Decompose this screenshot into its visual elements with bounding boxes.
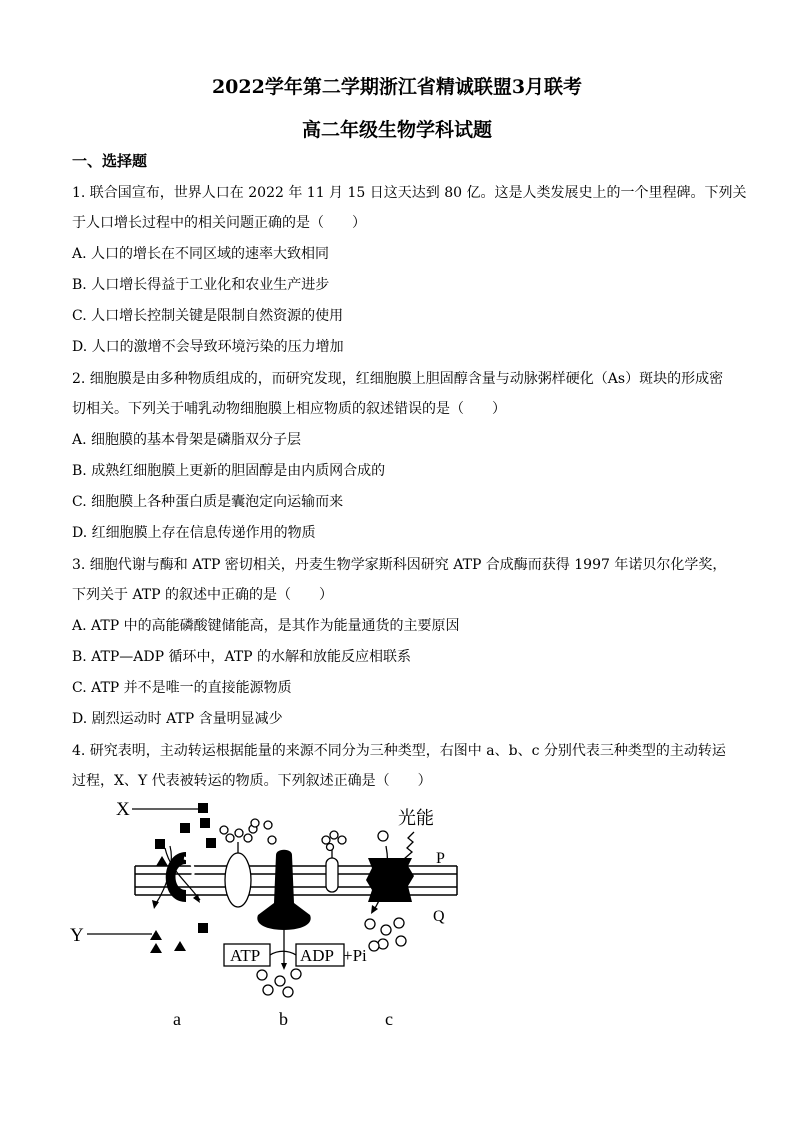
q3-stem-line1: 3. 细胞代谢与酶和 ATP 密切相关，丹麦生物学家斯科因研究 ATP 合成酶而获得 1997 年诺贝尔化学奖，: [72, 557, 727, 573]
q2-option-b: B. 成熟红细胞膜上更新的胆固醇是由内质网合成的: [72, 463, 386, 479]
label-c: c: [385, 1009, 393, 1029]
x-molecules: [155, 803, 216, 933]
exam-title: 2022学年第二学期浙江省精诚联盟3月联考: [211, 76, 583, 98]
label-a: a: [173, 1009, 181, 1029]
q4-stem-line2: 过程，X、Y 代表被转运的物质。下列叙述正确是（ ）: [72, 773, 432, 789]
b-released-molecules: [257, 969, 301, 997]
label-atp: ATP: [230, 946, 261, 965]
label-b: b: [279, 1009, 288, 1029]
q1-option-b: B. 人口增长得益于工业化和农业生产进步: [72, 277, 330, 293]
c-released-molecules: [365, 918, 406, 951]
q3-option-c: C. ATP 并不是唯一的直接能源物质: [72, 680, 292, 696]
q3-option-d: D. 剧烈运动时 ATP 含量明显减少: [72, 711, 283, 727]
label-light-energy: 光能: [398, 808, 434, 829]
q4-stem-line1: 4. 研究表明，主动转运根据能量的来源不同分为三种类型，右图中 a、b、c 分别代表三种类型的主动转运: [72, 743, 726, 759]
q2-stem-line1: 2. 细胞膜是由多种物质组成的，而研究发现，红细胞膜上胆固醇含量与动脉粥样硬化（As）斑块的形成密: [72, 371, 724, 387]
label-adp: ADP: [300, 946, 335, 965]
q1-option-a: A. 人口的增长在不同区域的速率大致相同: [72, 246, 330, 262]
q1-stem-line1: 1. 联合国宣布，世界人口在 2022 年 11 月 15 日这天达到 80 亿。这是人类发展史上的一个里程碑。下列关: [72, 185, 747, 201]
q2-option-c: C. 细胞膜上各种蛋白质是囊泡定向运输而来: [72, 494, 344, 510]
carrier-a: [152, 846, 200, 909]
label-x: X: [116, 799, 130, 820]
q1-option-d: D. 人口的激增不会导致环境污染的压力增加: [72, 339, 344, 355]
q3-option-a: A. ATP 中的高能磷酸键储能高，是其作为能量通货的主要原因: [72, 618, 460, 634]
section-title: 一、选择题: [72, 152, 148, 170]
glycoprotein-rod: [322, 831, 346, 892]
carrier-b: [257, 850, 310, 930]
q2-option-a: A. 细胞膜的基本骨架是磷脂双分子层: [72, 432, 302, 448]
q2-stem-line2: 切相关。下列关于哺乳动物细胞膜上相应物质的叙述错误的是（ ）: [72, 401, 506, 417]
carrier-c: [366, 831, 414, 914]
q3-stem-line2: 下列关于 ATP 的叙述中正确的是（ ）: [72, 587, 334, 603]
q3-option-b: B. ATP—ADP 循环中，ATP 的水解和放能反应相联系: [72, 649, 412, 665]
label-y: Y: [70, 925, 84, 946]
label-q: Q: [433, 908, 445, 925]
label-pi: +Pi: [343, 946, 367, 965]
label-p: P: [436, 850, 445, 867]
exam-subtitle: 高二年级生物学科试题: [301, 119, 492, 141]
q1-stem-line2: 于人口增长过程中的相关问题正确的是（ ）: [72, 215, 366, 231]
active-transport-figure: [0, 790, 794, 1050]
q2-option-d: D. 红细胞膜上存在信息传递作用的物质: [72, 525, 316, 541]
q1-option-c: C. 人口增长控制关键是限制自然资源的使用: [72, 308, 344, 324]
